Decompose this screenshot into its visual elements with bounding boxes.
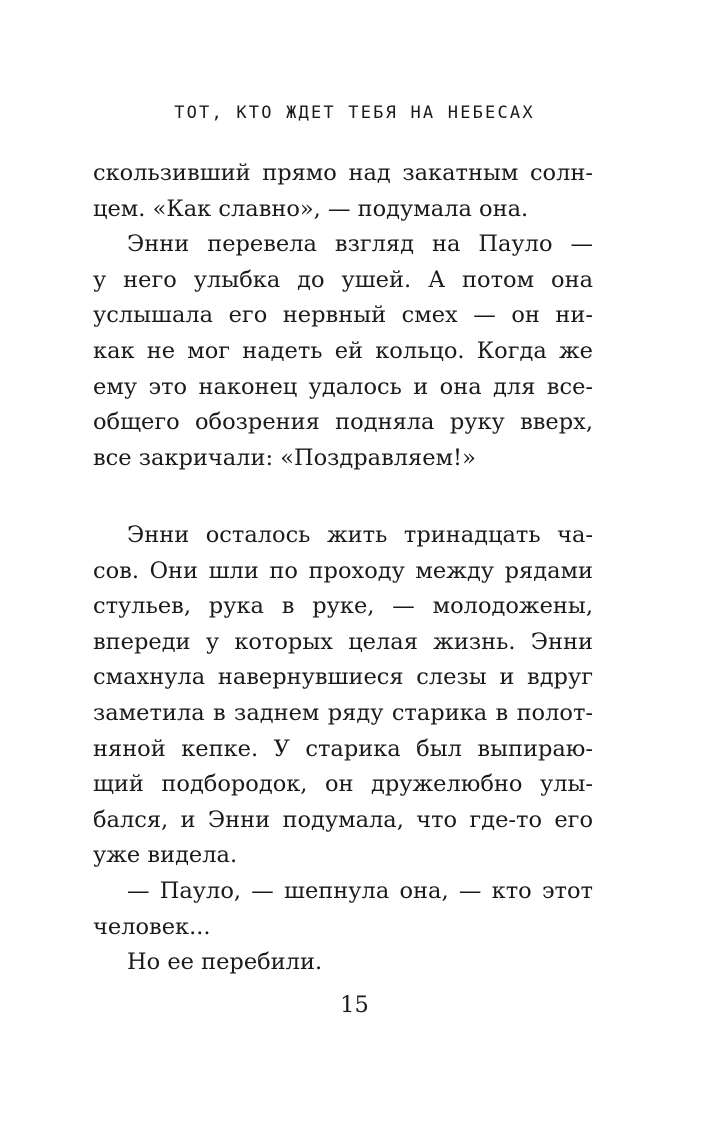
text-line: уже видела. [93,842,238,869]
text-block-bottom [93,518,593,981]
text-line: Но ее перебили. [127,949,323,976]
text-line: цем. «Как славно», — подумала она. [93,195,529,222]
text-line: как не мог надеть ей кольцо. Когда же [93,337,593,364]
paragraph [93,227,593,476]
paragraph [93,874,593,945]
running-title: ТОТ, КТО ЖДЕТ ТЕБЯ НА НЕБЕСАХ [174,103,535,123]
text-line: сов. Они шли по проходу между рядами [93,557,593,584]
text-line: услышала его нервный смех — он ни- [93,302,593,329]
text-line: все закричали: «Поздравляем!» [93,444,476,471]
text-line: заметила в заднем ряду старика в полот- [93,699,593,726]
text-line: смахнула навернувшиеся слезы и вдруг [93,664,593,691]
text-line: бался, и Энни подумала, что где-то его [93,806,593,833]
paragraph [93,945,593,981]
page-number: 15 [340,992,369,1018]
text-line: стульев, рука в руке, — молодожены, [93,593,593,620]
text-line: няной кепке. У старика был выпираю- [93,735,593,762]
text-line: щий подбородок, он дружелюбно улы- [93,771,593,798]
text-block-top [93,156,593,476]
text-line: человек... [93,913,211,940]
paragraph [93,156,593,227]
text-line: ему это наконец удалось и она для все- [93,373,593,400]
text-line: впереди у которых целая жизнь. Энни [93,628,593,655]
text-line: у него улыбка до ушей. А потом она [93,266,593,293]
text-line: — Пауло, — шепнула она, — кто этот [127,877,593,904]
text-line: скользивший прямо над закатным солн- [93,160,593,186]
text-line: общего обозрения подняла руку вверх, [93,409,593,436]
text-line: Энни осталось жить тринадцать ча- [127,522,593,548]
paragraph [93,518,593,874]
text-line: Энни перевела взгляд на Пауло — [127,231,593,258]
